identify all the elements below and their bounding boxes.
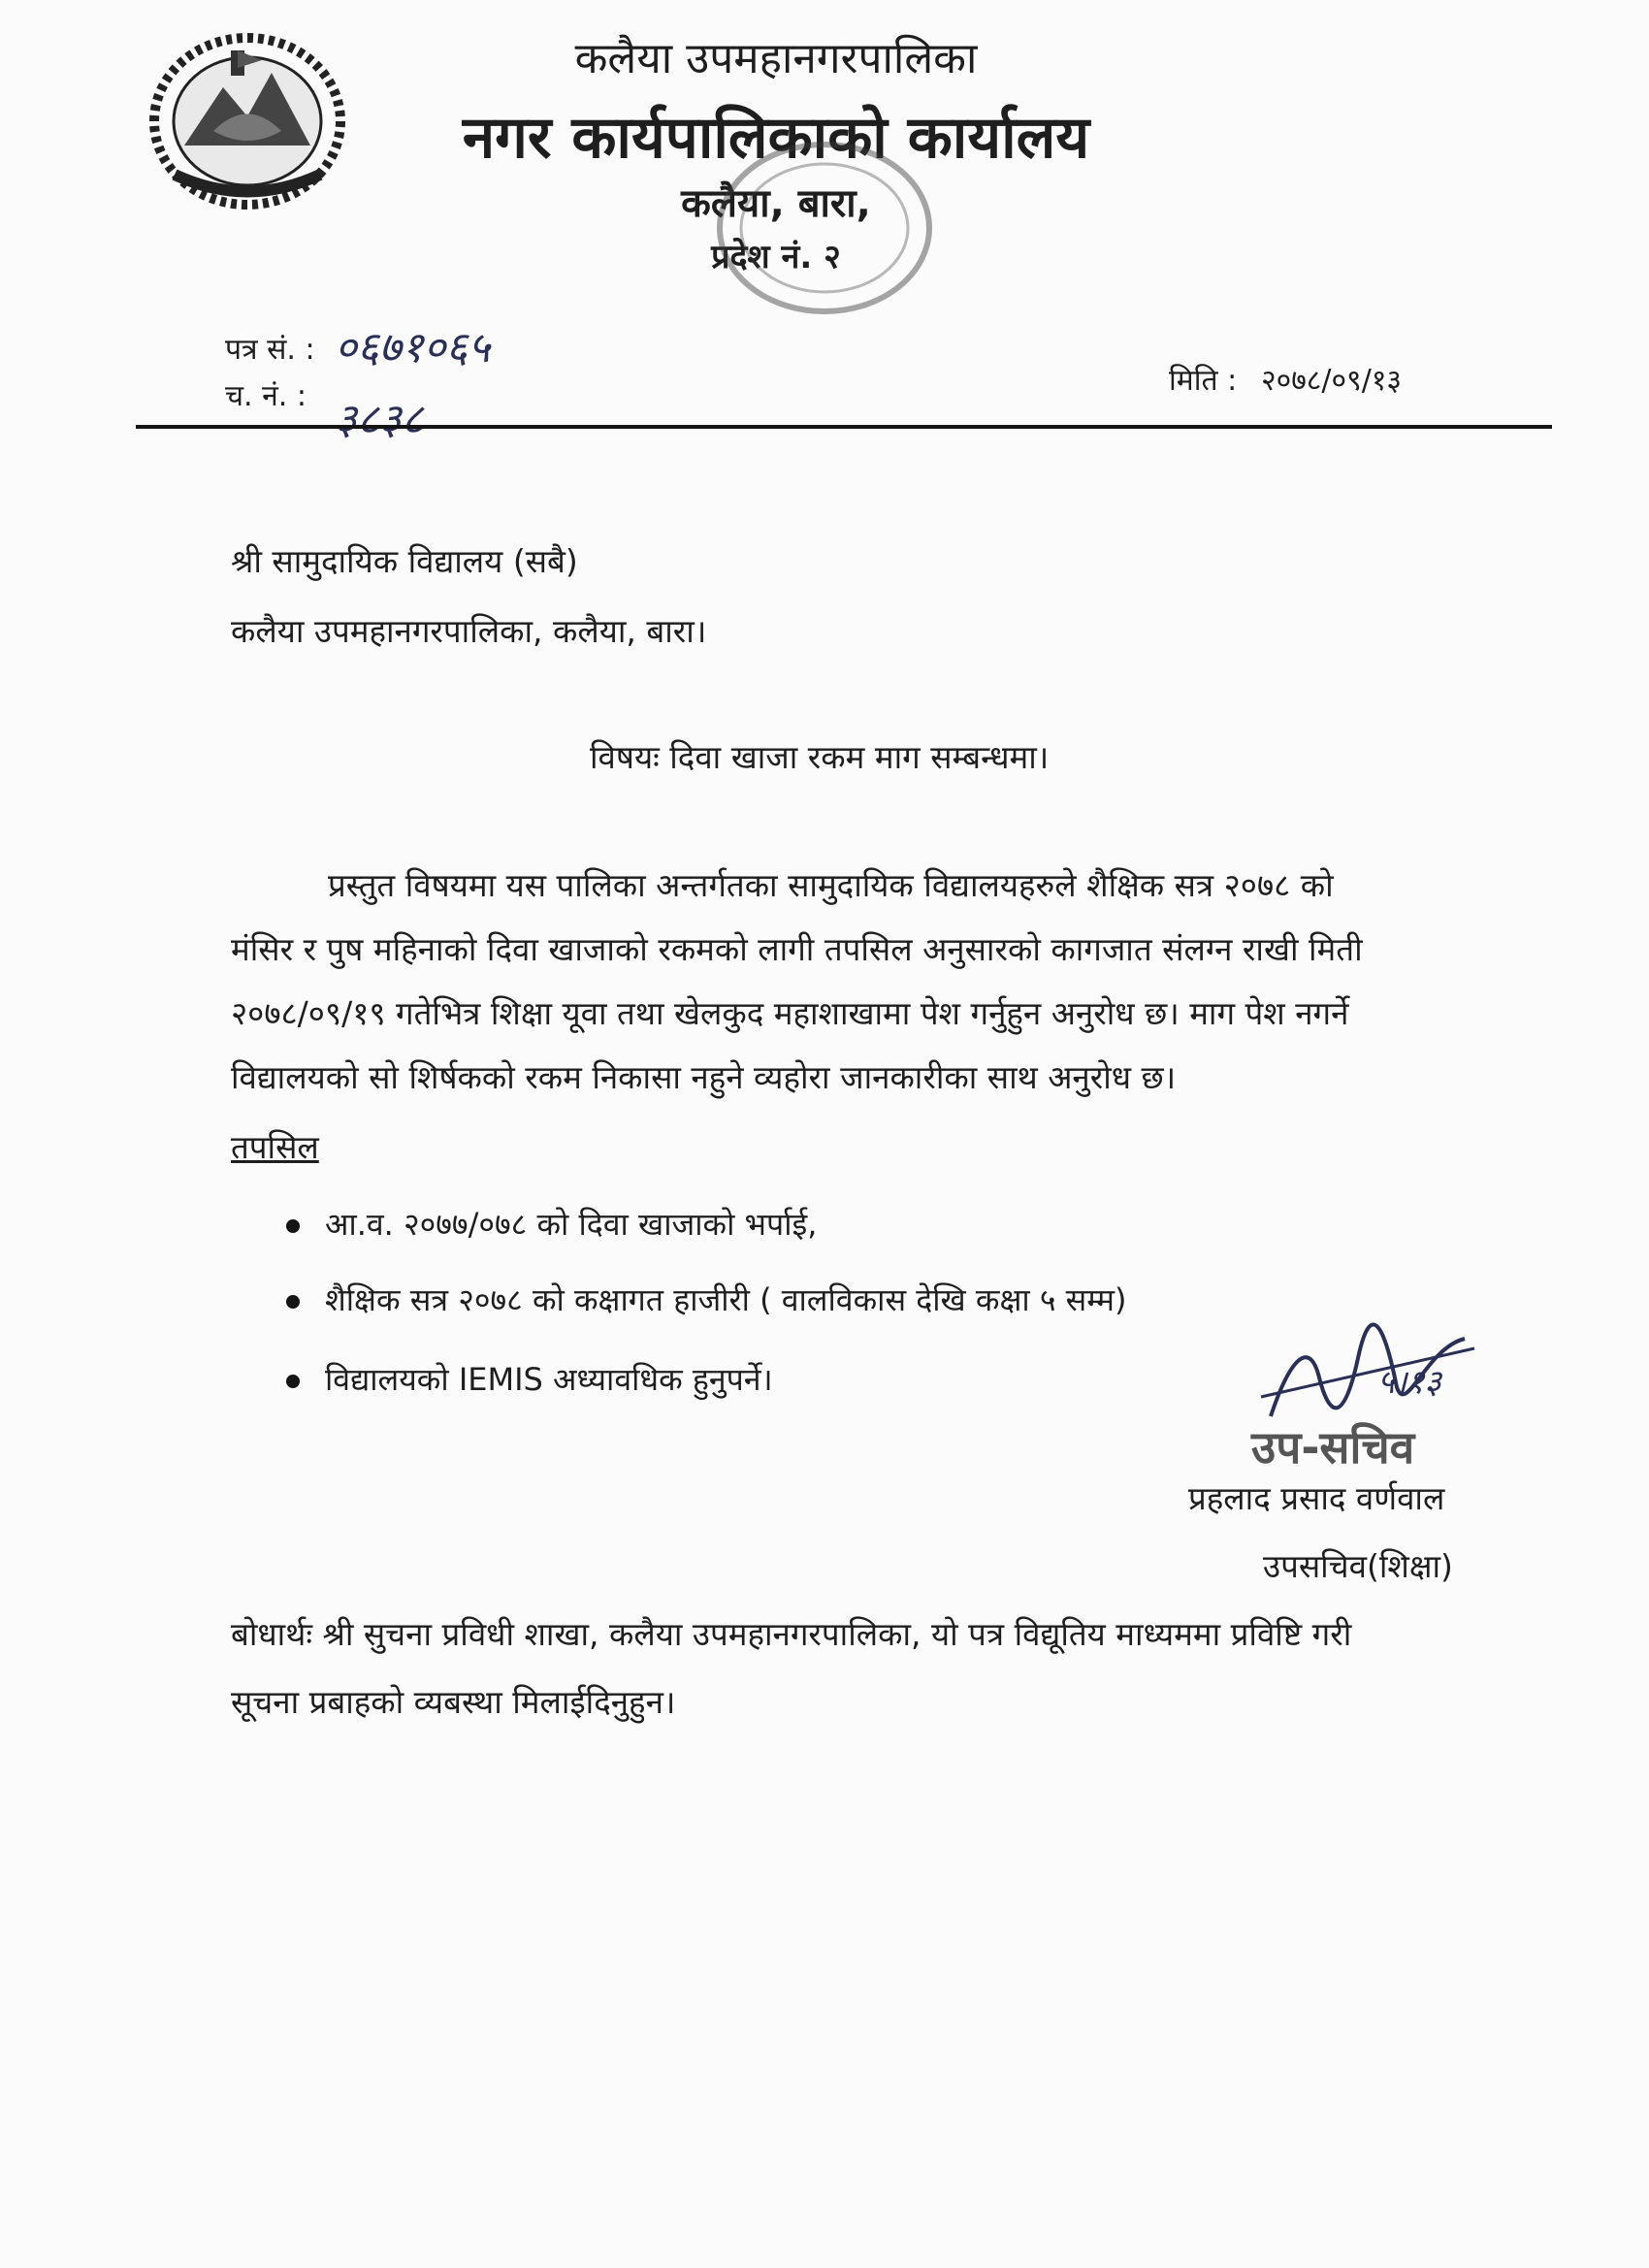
- bullet-icon: [286, 1219, 300, 1233]
- date-value: २०७८/०९/१३: [1261, 364, 1403, 398]
- body-line-3: २०७८/०९/१९ गतेभित्र शिक्षा यूवा तथा खेलकुद महाशाखामा पेश गर्नुहुन अनुरोध छ। माग पेश नगर्ने: [231, 994, 1349, 1032]
- detail-item-3: [286, 1358, 773, 1400]
- recipient-line-2: कलैया उपमहानगरपालिका, कलैया, बारा।: [231, 612, 707, 650]
- office-address: कलैया, बारा,: [681, 181, 871, 226]
- bullet-icon: [286, 1295, 300, 1309]
- details-heading: तपसिल: [231, 1128, 319, 1166]
- cc-line-2: सूचना प्रबाहको व्यबस्था मिलाईदिनुहुन।: [231, 1683, 676, 1721]
- detail-item-text: शैक्षिक सत्र २०७८ को कक्षागत हाजीरी ( वालविकास देखि कक्षा ५ सम्म): [325, 1281, 1127, 1318]
- signatory-title: उपसचिव(शिक्षा): [1263, 1547, 1453, 1585]
- detail-item-2: [286, 1279, 1127, 1320]
- bullet-icon: [286, 1375, 300, 1388]
- letter-number-label: पत्र सं. :: [225, 333, 315, 367]
- detail-item-text: विद्यालयको IEMIS अध्यावधिक हुनुपर्ने।: [325, 1361, 773, 1398]
- body-line-1: प्रस्तुत विषयमा यस पालिका अन्तर्गतका सामुदायिक विद्यालयहरुले शैक्षिक सत्र २०७८ को: [328, 866, 1334, 904]
- office-seal-stamp: [713, 136, 936, 320]
- body-line-4: विद्यालयको सो शिर्षकको रकम निकासा नहुने व्यहोरा जानकारीका साथ अनुरोध छ।: [231, 1058, 1177, 1096]
- office-name: नगर कार्यपालिकाको कार्यालय: [462, 104, 1090, 172]
- province: प्रदेश नं. २: [711, 238, 841, 276]
- cc-line-1: बोधार्थः श्री सुचना प्रविधी शाखा, कलैया उपमहानगरपालिका, यो पत्र विद्यूतिय माध्यममा प्रविष्टि गरी: [231, 1615, 1352, 1653]
- date-label: मिति :: [1169, 364, 1238, 398]
- dispatch-number-handwritten: ३८३८: [335, 395, 424, 444]
- subject: विषयः दिवा खाजा रकम माग सम्बन्धमा।: [590, 738, 1050, 776]
- dispatch-number-label: च. नं. :: [225, 379, 307, 413]
- body-line-2: मंसिर र पुष महिनाको दिवा खाजाको रकमको लागी तपसिल अनुसारको कागजात संलग्न राखी मिती: [231, 930, 1363, 968]
- detail-item-text: आ.व. २०७७/०७८ को दिवा खाजाको भर्पाई,: [325, 1206, 818, 1243]
- signature-date-handwritten: ५।१३: [1377, 1363, 1441, 1402]
- letter-number-handwritten: ०६७१०६५: [335, 323, 491, 373]
- detail-item-1: [286, 1203, 817, 1245]
- signature-stamp: उप-सचिव: [1251, 1421, 1415, 1474]
- header-divider: [136, 425, 1552, 429]
- recipient-line-1: श्री सामुदायिक विद्यालय (सबै): [231, 542, 578, 580]
- municipality-name: कलैया उपमहानगरपालिका: [574, 34, 978, 83]
- signatory-name: प्रहलाद प्रसाद वर्णवाल: [1188, 1479, 1445, 1517]
